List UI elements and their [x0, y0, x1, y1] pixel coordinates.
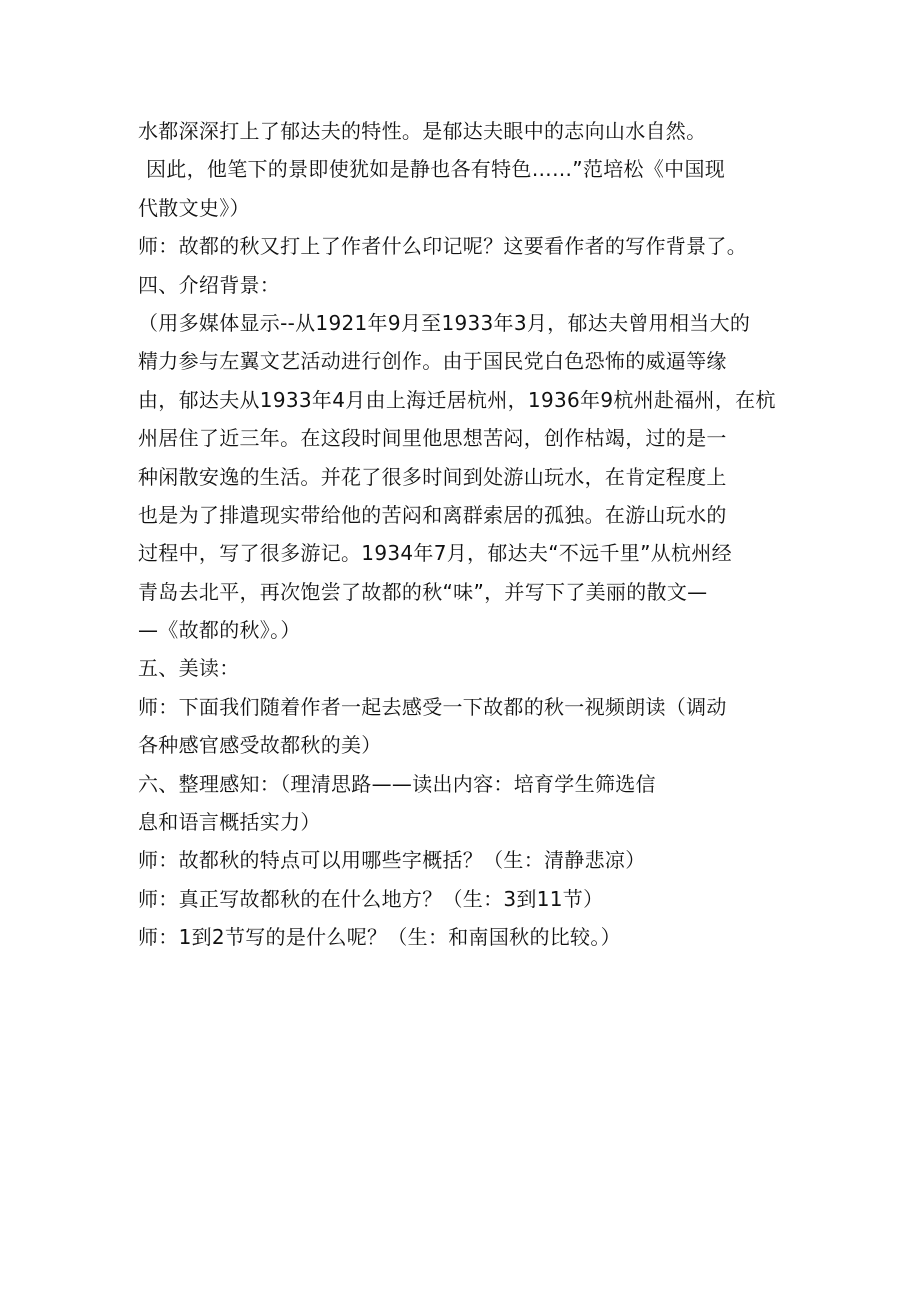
- text-line: 精力参与左翼文艺活动进行创作。由于国民党白色恐怖的威逼等缘: [138, 349, 727, 374]
- text-line: 代散文史》）: [138, 195, 250, 220]
- text-line: 青岛去北平，再次饱尝了故都的秋“味”，并写下了美丽的散文—: [138, 579, 708, 604]
- section-heading: 四、介绍背景：: [138, 272, 281, 297]
- text-line: —《故都的秋》。）: [138, 618, 301, 643]
- text-line: 过程中，写了很多游记。1934年7月，郁达夫“不远千里”从杭州经: [138, 541, 732, 566]
- teacher-line: 师：真正写故都秋的在什么地方？（生：3到11节）: [138, 886, 604, 911]
- text-line: 各种感官感受故都秋的美）: [138, 733, 382, 758]
- text-line: （用多媒体显示--从1921年9月至1933年3月，郁达夫曾用相当大的: [138, 310, 751, 335]
- teacher-line: 师：1到2节写的是什么呢？（生：和南国秋的比较。）: [138, 925, 621, 950]
- text-line: 种闲散安逸的生活。并花了很多时间到处游山玩水，在肯定程度上: [138, 464, 727, 489]
- teacher-line: 师：故都的秋又打上了作者什么印记呢？这要看作者的写作背景了。: [138, 234, 747, 259]
- text-line: 由，郁达夫从1933年4月由上海迁居杭州，1936年9杭州赴福州，在杭: [138, 387, 776, 412]
- text-line: 水都深深打上了郁达夫的特性。是郁达夫眼中的志向山水自然。: [138, 119, 707, 143]
- text-line: 息和语言概括实力）: [138, 810, 321, 835]
- text-line: 也是为了排遣现实带给他的苦闷和离群索居的孤独。在游山玩水的: [138, 502, 727, 527]
- teacher-line: 师：下面我们随着作者一起去感受一下故都的秋一视频朗读（调动: [138, 694, 727, 719]
- teacher-line: 师：故都秋的特点可以用哪些字概括？（生：清静悲凉）: [138, 848, 646, 873]
- document-body: [138, 112, 788, 957]
- section-heading: 五、美读：: [138, 656, 240, 681]
- section-heading: 六、整理感知：（理清思路——读出内容：培育学生筛选信: [138, 771, 656, 796]
- text-line: 因此，他笔下的景即使犹如是静也各有特色……”范培松《中国现: [146, 157, 726, 182]
- text-line: 州居住了近三年。在这段时间里他思想苦闷，创作枯竭，过的是一: [138, 426, 727, 451]
